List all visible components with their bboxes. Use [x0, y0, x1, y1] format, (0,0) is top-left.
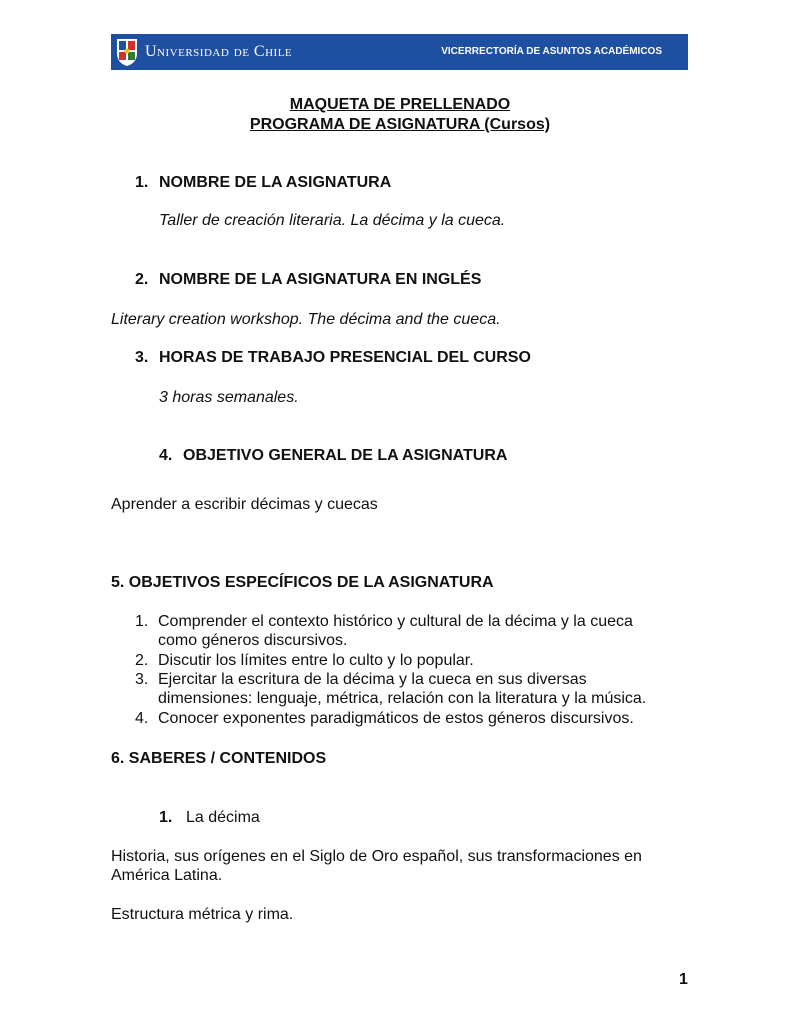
doc-title-line1: MAQUETA DE PRELLENADO	[289, 96, 511, 113]
section-4-heading	[159, 446, 507, 466]
content-paragraph-1-line1: Historia, sus orígenes en el Siglo de Oro español, sus transformaciones en	[111, 848, 642, 865]
section-3-number: 3.	[135, 349, 149, 366]
section-2-title: NOMBRE DE LA ASIGNATURA EN INGLÉS	[159, 271, 482, 288]
section-6-heading: 6. SABERES / CONTENIDOS	[111, 750, 327, 767]
section-2-heading	[135, 270, 481, 290]
section-4-body: Aprender a escribir décimas y cuecas	[111, 496, 378, 513]
content-subitem-1	[159, 808, 260, 828]
section-1-title: NOMBRE DE LA ASIGNATURA	[159, 174, 392, 191]
objective-text: Comprender el contexto histórico y cultural de la décima y la cueca	[158, 613, 633, 630]
section-3-body: 3 horas semanales.	[159, 389, 299, 406]
section-3-heading	[135, 348, 531, 368]
objective-number: 1.	[135, 613, 149, 630]
office-name: VICERRECTORÍA DE ASUNTOS ACADÉMICOS	[441, 46, 662, 57]
section-4-title: OBJETIVO GENERAL DE LA ASIGNATURA	[183, 447, 508, 464]
section-3-title: HORAS DE TRABAJO PRESENCIAL DEL CURSO	[159, 349, 531, 366]
objective-number: 3.	[135, 671, 149, 688]
content-subitem-label: La décima	[186, 809, 260, 826]
doc-title-line2: PROGRAMA DE ASIGNATURA (Cursos)	[249, 116, 551, 133]
section-4-number: 4.	[159, 447, 173, 464]
content-paragraph-1-line2: América Latina.	[111, 867, 223, 884]
content-paragraph-2: Estructura métrica y rima.	[111, 906, 294, 923]
header-banner	[111, 34, 688, 70]
section-5-heading: 5. OBJETIVOS ESPECÍFICOS DE LA ASIGNATURA	[111, 574, 494, 591]
section-2-body: Literary creation workshop. The décima and the cueca.	[111, 311, 501, 328]
section-2-number: 2.	[135, 271, 149, 288]
section-1-number: 1.	[135, 174, 149, 191]
section-1-heading	[135, 173, 391, 193]
objective-text: Conocer exponentes paradigmáticos de estos géneros discursivos.	[158, 710, 634, 727]
section-1-body: Taller de creación literaria. La décima y la cueca.	[159, 212, 506, 229]
objective-text: dimensiones: lenguaje, métrica, relación con la literatura y la música.	[158, 690, 647, 707]
page-number: 1	[679, 971, 688, 988]
objective-text: Ejercitar la escritura de la décima y la cueca en sus diversas	[158, 671, 587, 688]
university-name: Universidad de Chile	[145, 43, 293, 60]
content-subitem-number: 1.	[159, 809, 173, 826]
university-shield-icon	[115, 37, 139, 67]
objective-text: Discutir los límites entre lo culto y lo popular.	[158, 652, 474, 669]
objective-number: 2.	[135, 652, 149, 669]
objective-text: como géneros discursivos.	[158, 632, 348, 649]
objective-number: 4.	[135, 710, 149, 727]
